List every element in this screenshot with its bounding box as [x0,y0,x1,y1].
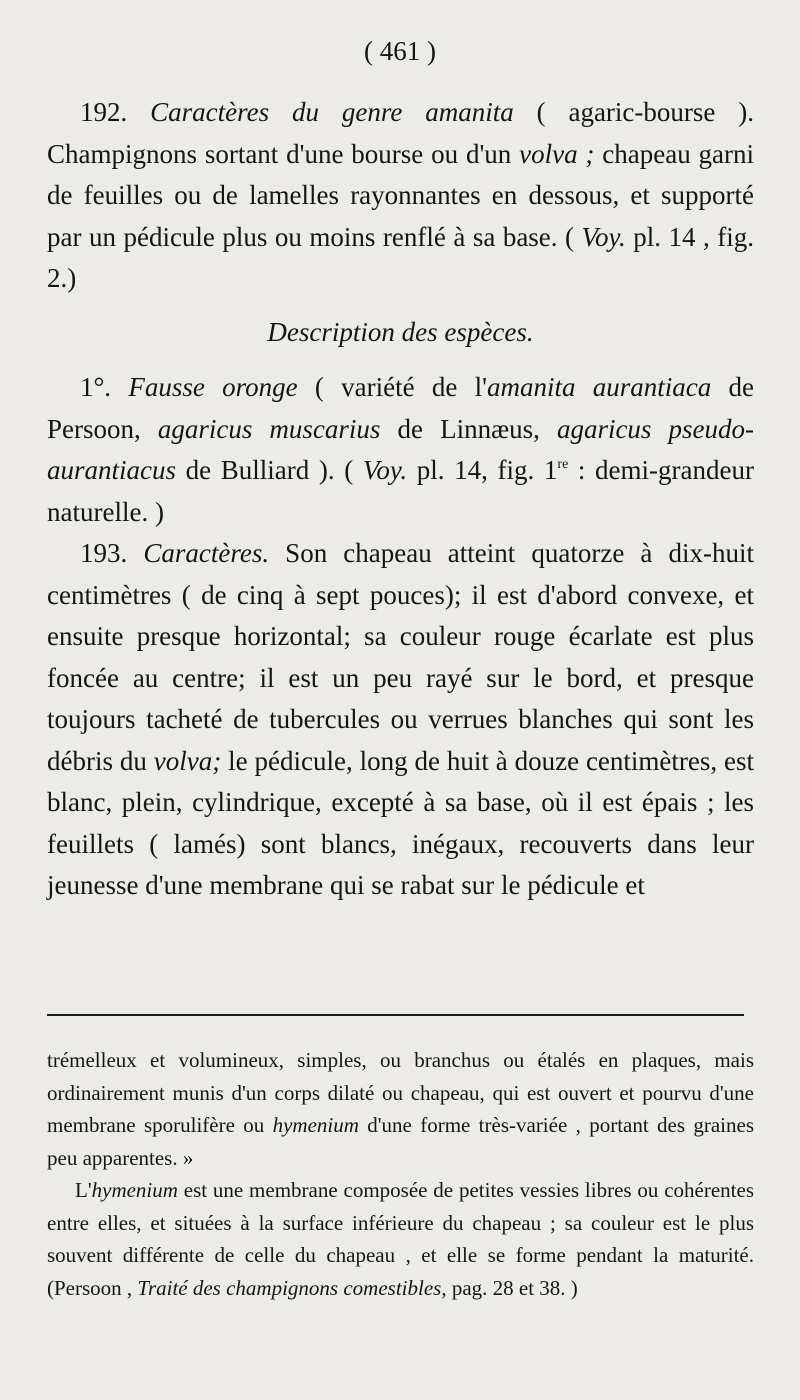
paragraph-title: Caractères. [143,538,270,568]
paragraph-text: le pédicule, long de huit à douze centimètres, est blanc, plein, cylindrique, excepté à sa base, où il est épais ; les feuillets ( lamés) sont blancs, inégaux, recouverts dans leur jeunesse d'une membrane qui se rabat sur le pédicule et [47,745,755,900]
entry-number: 1°. [80,372,112,402]
footnote-text: d'une forme très-variée , portant des graines peu apparentes. » [47,1113,755,1170]
footnote-rule [47,1014,744,1016]
species-name: Fausse oronge [128,372,298,402]
entry-text: : demi-grandeur naturelle. ) [47,455,754,527]
paragraph-text: chapeau garni de feuilles ou de lamelles rayonnantes en dessous, et supporté par un pédicule plus ou moins renflé à sa base. ( [47,138,754,252]
footnote [47,1044,754,1304]
paragraph-text: ( agaric-bourse ). Champignons sortant d'une bourse ou d'un [47,97,754,169]
species-entry-1 [47,367,754,533]
italic-term: volva ; [519,138,595,169]
footnote-text: L' [75,1178,92,1202]
footnote-text: trémelleux et volumineux, simples, ou branchus ou étalés en plaques, mais ordinairement munis d'un corps dilaté ou chapeau, qui est ouvert et pourvu d'une membrane sporulifère ou [47,1048,754,1137]
paragraph-text: pl. 14 , fig. 2.) [47,221,755,293]
italic-term: agaricus pseudo-aurantiacus [47,413,755,485]
footnote-text: , pag. 28 et 38. ) [441,1275,578,1300]
footnote-paragraph-1 [47,1044,754,1174]
italic-term: volva; [153,745,222,776]
page-number: ( 461 ) [364,36,436,66]
italic-term: amanita aurantiaca [486,372,712,402]
footnote-text: est une membrane composée de petites vessies libres ou cohérentes entre elles, et situées à la surface inférieure du chapeau ; sa couleur est le plus souvent différente de celle du chapeau , et elle se forme pendant la maturité. (Persoon , [47,1178,754,1300]
italic-term: Traité des champignons comestibles [137,1275,442,1300]
paragraph-text: Son chapeau atteint quatorze à dix-huit centimètres ( de cinq à sept pouces); il est d'abord convexe, et ensuite presque horizontal; sa couleur rouge écarlate est plus foncée au centre; il est un peu rayé sur le bord, et presque toujours tacheté de tubercules ou verrues blanches qui sont les débris du [47,538,754,776]
paragraph-number: 193. [80,538,128,568]
section-heading: Description des espèces. [267,316,534,347]
italic-term: Voy. [581,221,626,252]
italic-term: agaricus muscarius [157,413,381,444]
paragraph-title: Caractères du genre amanita [150,97,514,127]
italic-term: Voy. [362,455,408,485]
entry-text: de Persoon, [47,372,755,444]
italic-term: hymenium [272,1113,359,1137]
main-text [47,92,754,907]
italic-term: hymenium [91,1178,178,1202]
entry-text: ( variété de l' [297,372,487,402]
paragraph-number: 192. [80,97,128,127]
paragraph-193 [47,533,754,907]
entry-text: de Linnæus, [380,413,557,444]
entry-text: de Bulliard ). ( [176,455,363,485]
superscript: re [557,457,569,472]
entry-text: pl. 14, fig. 1 [407,455,558,485]
footnote-paragraph-2 [47,1174,754,1304]
paragraph-192 [47,92,754,300]
